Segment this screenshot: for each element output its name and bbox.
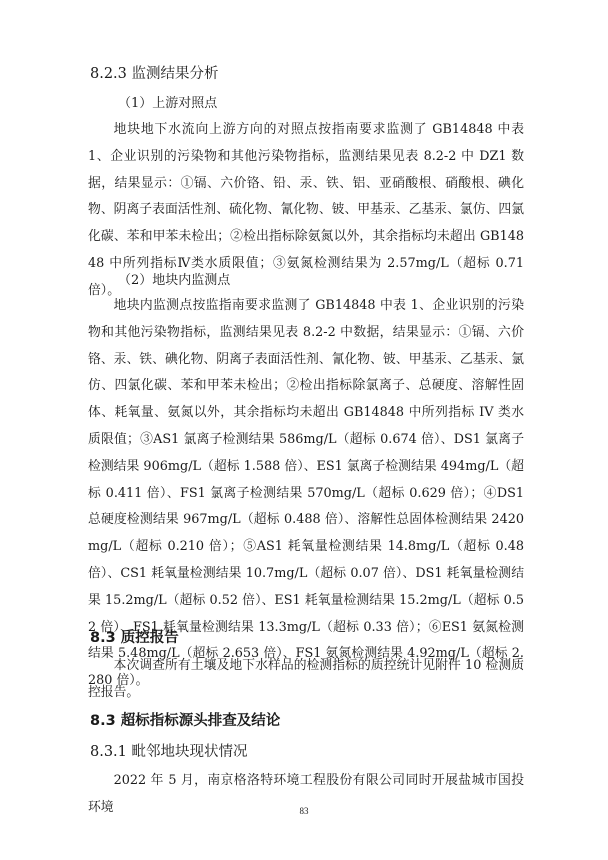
page-number: 83 — [299, 806, 309, 816]
heading-8-3-source-investigation: 8.3 超标指标源头排查及结论 — [90, 713, 281, 729]
paragraph-adjacent-site: 2022 年 5 月，南京格洛特环境工程股份有限公司同时开展盐城市国投环境 — [88, 773, 524, 815]
paragraph-upstream-results: 地块地下水流向上游方向的对照点按指南要求监测了 GB14848 中表 1、企业识别的污染物和其他污染物指标，监测结果见表 8.2-2 中 DZ1 数据，结果显示：①镉、六价铬、铅、汞、铁、铝、亚硝酸根、硝酸根、碘化物、阴离子表面活性剂、硫化物、氰化物、铍、甲基汞、乙基汞、氯仿、四氯化碳、苯和甲苯未检出；②检出指标除氨氮以外，其余指标均未超出 GB14848 中所列指标Ⅳ类水质限值；③氨氮检测结果为 2.57mg/L（超标 0.71 倍）。 — [88, 122, 524, 298]
subheading-onsite-monitoring-point: （2）地块内监测点 — [118, 273, 231, 288]
paragraph-onsite-results: 地块内监测点按监指南要求监测了 GB14848 中表 1、企业识别的污染物和其他污染物指标，监测结果见表 8.2-2 中数据，结果显示：①镉、六价铬、汞、铁、碘化物、阴离子表面活性剂、氰化物、铍、甲基汞、乙基汞、氯仿、四氯化碳、苯和甲苯未检出；②检出指标除氯离子、总硬度、溶解性固体、耗氧量、氨氮以外，其余指标均未超出 GB14848 中所列指标 IV 类水质限值；③AS1 氯离子检测结果 586mg/L（超标 0.674 倍）、DS1 氯离子检测结果 906mg/L（超标 1.588 倍）、ES1 氯离子检测结果 494mg/L（超标 0.411 倍）、FS1 氯离子检测结果 570mg/L（超标 0.629 倍）；④DS1 总硬度检测结果 967mg/L（超标 0.488 倍）、溶解性总固体检测结果 2420mg/L（超标 0.210 倍）；⑤AS1 耗氧量检测结果 14.8mg/L（超标 0.48 倍）、CS1 耗氧量检测结果 10.7mg/L（超标 0.07 倍）、DS1 耗氧量检测结果 15.2mg/L（超标 0.52 倍）、ES1 耗氧量检测结果 15.2mg/L（超标 0.52 倍）、FS1 耗氧量检测结果 13.3mg/L（超标 0.33 倍）；⑥ES1 氨氮检测结果 5.48mg/L（超标 2.653 倍）、FS1 氨氮检测结果 4.92mg/L（超标 2.280 倍）。 — [88, 298, 524, 689]
heading-8-3-1-adjacent-site: 8.3.1 毗邻地块现状情况 — [90, 744, 248, 760]
heading-8-2-3: 8.2.3 监测结果分析 — [90, 66, 219, 82]
paragraph-quality-control: 本次调查所有土壤及地下水样品的检测指标的质控统计见附件 10 检测质控报告。 — [88, 658, 524, 700]
heading-8-3-quality-control: 8.3 质控报告 — [90, 630, 179, 646]
subheading-upstream-control-point: （1）上游对照点 — [118, 96, 218, 111]
